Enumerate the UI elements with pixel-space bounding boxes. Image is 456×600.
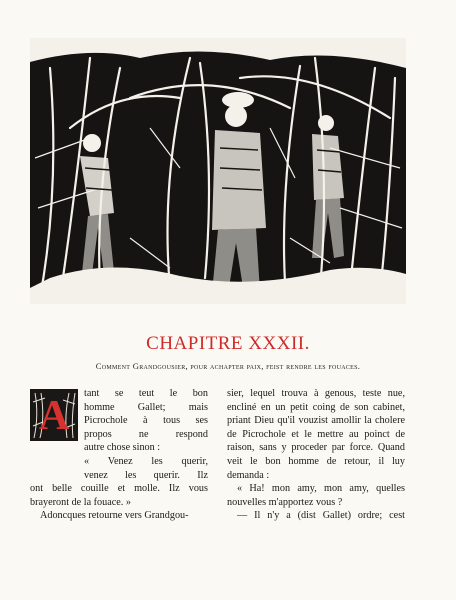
text-line: de Picrochole et le mettre au poinct de	[227, 428, 405, 440]
text-line: — Il n'y a (dist Gallet) ordre; cest	[237, 510, 405, 522]
woodcut-image	[30, 38, 406, 304]
text-line: tant se teut le bon	[84, 388, 208, 399]
left-column	[30, 387, 208, 523]
woodcut-illustration	[30, 38, 406, 304]
text-line: veit le bon homme de retour, il luy	[227, 455, 405, 467]
text-line: sier, lequel trouva à genous, teste nue,	[227, 388, 405, 399]
text-line: « Ha! mon amy, mon amy, quelles	[237, 483, 405, 495]
text-line: Picrochole à tous ses	[84, 415, 208, 427]
text-line: propos ne respond	[84, 428, 208, 440]
drop-cap-letter: A	[38, 393, 70, 439]
text-line: priant Dieu qu'il vouzist amollir la cholere	[227, 415, 405, 427]
text-line: nouvelles m'apportez vous ?	[227, 496, 343, 508]
text-line: « Venez les querir,	[84, 455, 208, 467]
text-line: venez les querir. Ilz	[84, 469, 208, 481]
text-line: demanda :	[227, 469, 270, 481]
text-line: homme Gallet; mais	[84, 401, 208, 413]
chapter-subtitle: Comment Grandgousier, pour achapter paix, feist rendre les fouaces.	[95, 361, 361, 371]
chapter-title: CHAPITRE XXXII.	[146, 333, 310, 354]
text-line: encliné en un petit coing de son cabinet,	[227, 401, 405, 413]
right-column	[227, 387, 405, 523]
text-line: Adoncques retourne vers Grandgou-	[40, 510, 189, 522]
text-line: ont belle couille et molle. Ilz vous brayeront de la fouace. »	[30, 483, 208, 508]
text-line: raison, sans y proceder par force. Quand	[227, 442, 405, 454]
text-line: autre chose sinon :	[84, 442, 161, 454]
